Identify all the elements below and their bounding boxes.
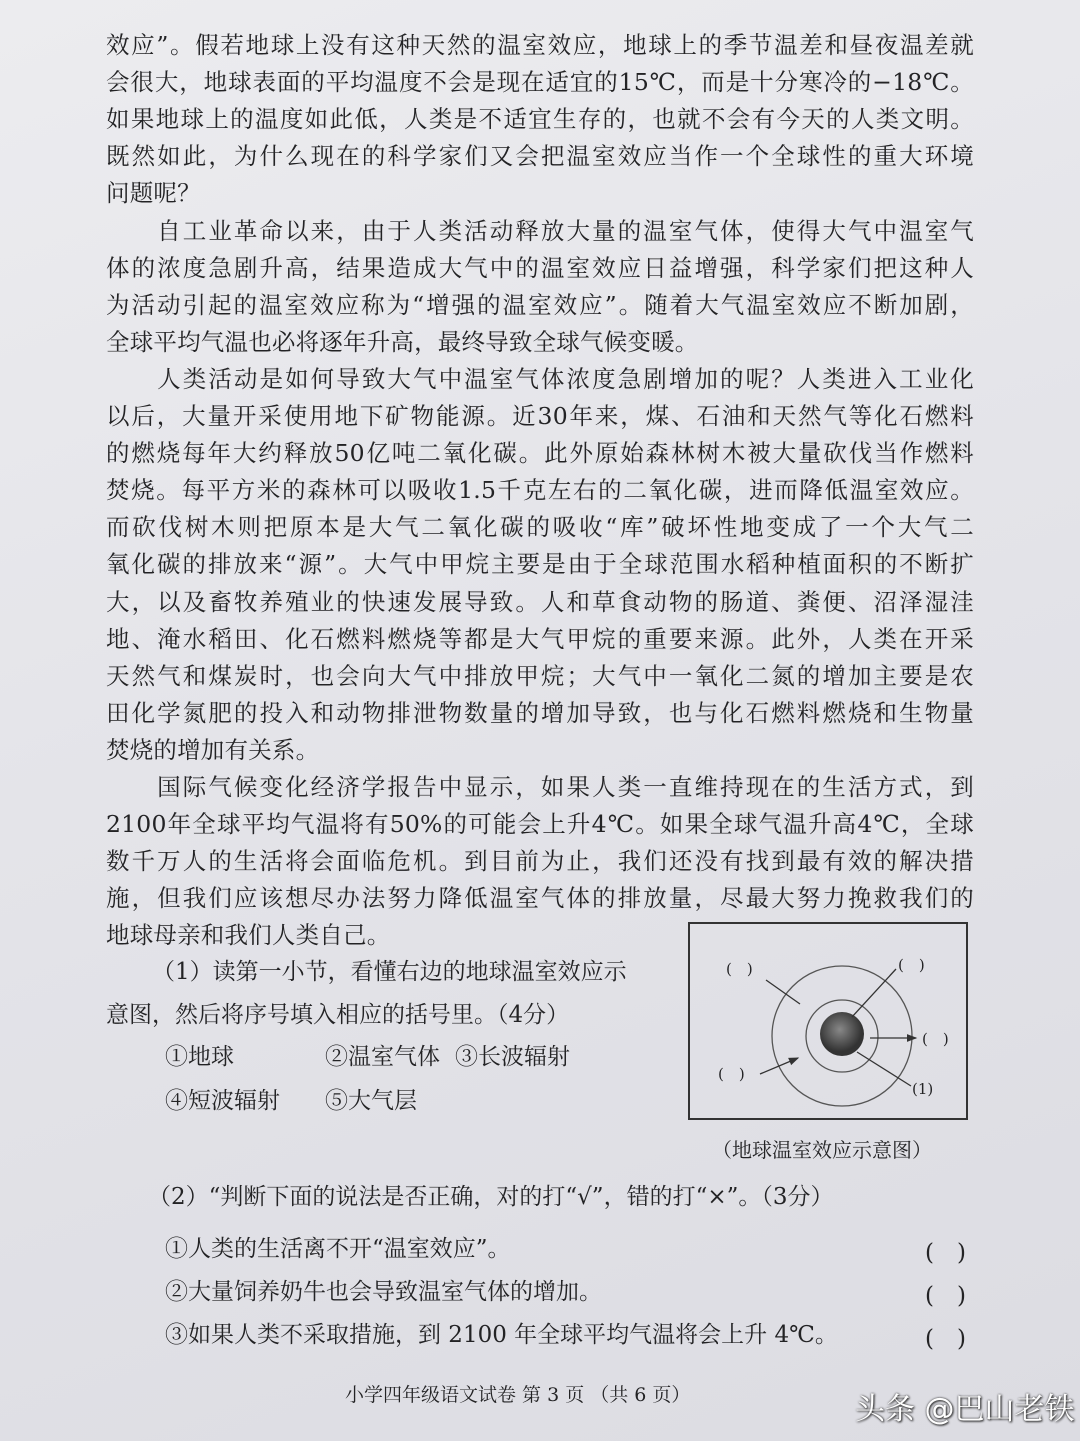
diagram-caption: （地球温室效应示意图） <box>712 1138 932 1162</box>
passage-line: 2100年全球平均气温将有50%的可能会上升4℃。如果全球气温升高4℃，全球 <box>106 810 974 839</box>
greenhouse-diagram <box>688 922 968 1120</box>
passage-line: 为活动引起的温室效应称为“增强的温室效应”。随着大气温室效应不断加剧， <box>106 290 974 319</box>
passage-line: 效应”。假若地球上没有这种天然的温室效应，地球上的季节温差和昼夜温差就 <box>106 31 974 59</box>
passage-line: 以后，大量开采使用地下矿物能源。近30年来，煤、石油和天然气等化石燃料 <box>106 402 974 430</box>
passage-line: 问题呢？ <box>106 179 201 208</box>
option-longwave-radiation: ③长波辐射 <box>455 1044 570 1070</box>
passage-line: 天然气和煤炭时，也会向大气中排放甲烷；大气中一氧化二氮的增加主要是农 <box>106 661 974 690</box>
passage-line: 体的浓度急剧升高，结果造成大气中的温室效应日益增强，科学家们把这种人 <box>106 253 974 282</box>
page-footer: 小学四年级语文试卷 第 3 页 （共 6 页） <box>345 1384 691 1406</box>
judgement-item-1: ①人类的生活离不开“温室效应”。 <box>165 1236 511 1262</box>
question-1-prompt-cont: 意图，然后将序号填入相应的括号里。（4分） <box>106 1002 570 1028</box>
option-greenhouse-gas: ②温室气体 <box>325 1044 440 1070</box>
answer-blank-3[interactable]: ( ) <box>925 1326 966 1352</box>
passage-line: 国际气候变化经济学报告中显示，如果人类一直维持现在的生活方式，到 <box>106 773 974 801</box>
passage-line: 数千万人的生活将会面临危机。到目前为止，我们还没有找到最有效的解决措 <box>106 847 974 876</box>
diagram-blank-atmosphere: ( ) <box>726 960 753 978</box>
passage-line: 人类活动是如何导致大气中温室气体浓度急剧增加的呢？人类进入工业化 <box>106 364 974 393</box>
diagram-label-earth: (1) <box>912 1080 934 1098</box>
passage-line: 会很大，地球表面的平均温度不会是现在适宜的15℃，而是十分寒冷的−18℃。 <box>106 68 974 97</box>
passage-line: 氧化碳的排放来“源”。大气中甲烷主要是由于全球范围水稻种植面积的不断扩 <box>106 550 974 579</box>
passage-line: 如果地球上的温度如此低，人类是不适宜生存的，也就不会有今天的人类文明。 <box>106 105 974 134</box>
passage-line: 地、淹水稻田、化石燃料燃烧等都是大气甲烷的重要来源。此外，人类在开采 <box>106 624 974 653</box>
passage-line: 的燃烧每年大约释放50亿吨二氧化碳。此外原始森林树木被大量砍伐当作燃料 <box>106 439 974 468</box>
diagram-blank-outgoing: ( ) <box>922 1030 949 1048</box>
answer-blank-2[interactable]: ( ) <box>925 1283 966 1309</box>
diagram-blank-incoming: ( ) <box>718 1065 745 1083</box>
passage-line: 大，以及畜牧养殖业的快速发展导致。人和草食动物的肠道、粪便、沼泽湿洼 <box>106 587 974 616</box>
passage-line: 田化学氮肥的投入和动物排泄物数量的增加导致，也与化石燃料燃烧和生物量 <box>106 698 974 727</box>
passage-line: 焚烧。每平方米的森林可以吸收1.5千克左右的二氧化碳，进而降低温室效应。 <box>106 476 974 505</box>
passage-line: 施，但我们应该想尽办法努力降低温室气体的排放量，尽最大努力挽救我们的 <box>106 884 974 913</box>
diagram-blank-greenhouse: ( ) <box>898 956 925 974</box>
option-earth: ①地球 <box>165 1044 234 1070</box>
judgement-item-2: ②大量饲养奶牛也会导致温室气体的增加。 <box>165 1279 602 1305</box>
passage-line: 而砍伐树木则把原本是大气二氧化碳的吸收“库”破坏性地变成了一个大气二 <box>106 513 974 542</box>
passage-line: 焚烧的增加有关系。 <box>106 735 320 764</box>
passage-line: 地球母亲和我们人类自己。 <box>106 921 391 950</box>
earth-icon <box>820 1012 864 1056</box>
question-1-prompt: （1）读第一小节，看懂右边的地球温室效应示 <box>152 959 627 985</box>
passage-line: 全球平均气温也必将逐年升高，最终导致全球气候变暖。 <box>106 327 699 356</box>
passage-line: 自工业革命以来，由于人类活动释放大量的温室气体，使得大气中温室气 <box>106 216 974 245</box>
option-atmosphere: ⑤大气层 <box>325 1088 417 1114</box>
option-shortwave-radiation: ④短波辐射 <box>165 1088 280 1114</box>
watermark: 头条 @巴山老铁 <box>855 1392 1075 1427</box>
question-2-prompt: （2）“判断下面的说法是否正确，对的打“√”，错的打“×”。（3分） <box>148 1184 834 1210</box>
answer-blank-1[interactable]: ( ) <box>925 1240 966 1266</box>
passage-line: 既然如此，为什么现在的科学家们又会把温室效应当作一个全球性的重大环境 <box>106 142 974 171</box>
judgement-item-3: ③如果人类不采取措施，到 2100 年全球平均气温将会上升 4℃。 <box>165 1322 838 1348</box>
